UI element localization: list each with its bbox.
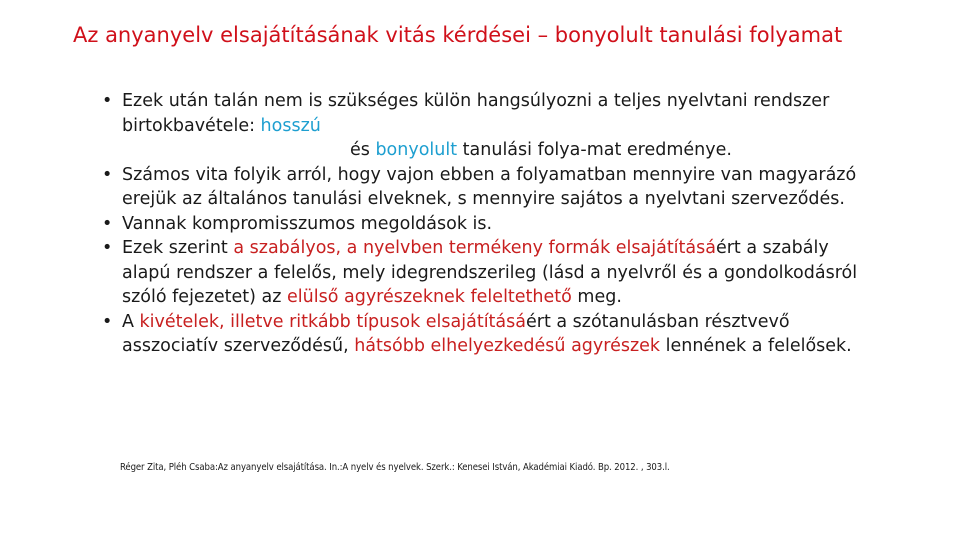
bullet-1-text: Ezek után talán nem is szükséges külön hangsúlyozni a teljes nyelvtani rendszer birtokbavétele: bbox=[122, 91, 830, 136]
bullet-4-highlight-regular-forms: a szabályos, a nyelvben termékeny formák elsajátításá bbox=[233, 238, 716, 258]
bullet-1-highlight-complex: bonyolult bbox=[375, 140, 458, 160]
bullet-item-2 bbox=[100, 163, 860, 212]
bullet-1-text-end: tanulási folya-mat eredménye. bbox=[457, 140, 732, 160]
bullet-2-text: Számos vita folyik arról, hogy vajon ebben a folyamatban mennyire van magyarázó erejük az általános tanulási elveknek, s mennyire sajátos a nyelvtani szerveződés. bbox=[122, 164, 857, 209]
bullet-1-highlight-long: hosszú bbox=[260, 115, 321, 136]
bullet-item-4 bbox=[100, 236, 860, 310]
bullet-4-text-middle: ért a szabály alapú rendszer a felelős, mely idegrendszerileg (lásd a nyelvről és a gondolkodásról szóló fejezetet) az bbox=[122, 238, 858, 307]
bullet-4-text-start: Ezek szerint bbox=[122, 238, 234, 258]
bullet-item-3 bbox=[100, 212, 860, 237]
bullet-4-text-end: meg. bbox=[571, 287, 622, 307]
bullet-item-5 bbox=[100, 310, 860, 359]
source-citation: Réger Zita, Pléh Csaba:Az anyanyelv elsajátítása. In.:A nyelv és nyelvek. Szerk.: Kenesei István, Akadémiai Kiadó. Bp. 2012. , 303.l. bbox=[120, 462, 670, 473]
bullet-5-text-start: A bbox=[122, 311, 140, 332]
bullet-5-text-end: lennének a felelősek. bbox=[660, 336, 852, 356]
bullet-1-continuation bbox=[122, 138, 860, 163]
bullet-1-text-and: és bbox=[350, 140, 376, 160]
bullet-3-text: Vannak kompromisszumos megoldások is. bbox=[122, 213, 493, 234]
bullet-4-highlight-frontal: elülső agyrészeknek feleltethető bbox=[287, 287, 572, 307]
bullet-item-1 bbox=[100, 89, 860, 163]
bullet-5-highlight-posterior: hátsóbb elhelyezkedésű agyrészek bbox=[354, 336, 661, 356]
bullet-list bbox=[100, 89, 860, 359]
bullet-5-highlight-exceptions: kivételek, illetve ritkább típusok elsajátításá bbox=[139, 311, 526, 332]
bullet-5-text-middle: ért a szótanulásban résztvevő asszociatív szerveződésű, bbox=[122, 311, 790, 356]
slide-title: Az anyanyelv elsajátításának vitás kérdései – bonyolult tanulási folyamat bbox=[73, 23, 843, 47]
